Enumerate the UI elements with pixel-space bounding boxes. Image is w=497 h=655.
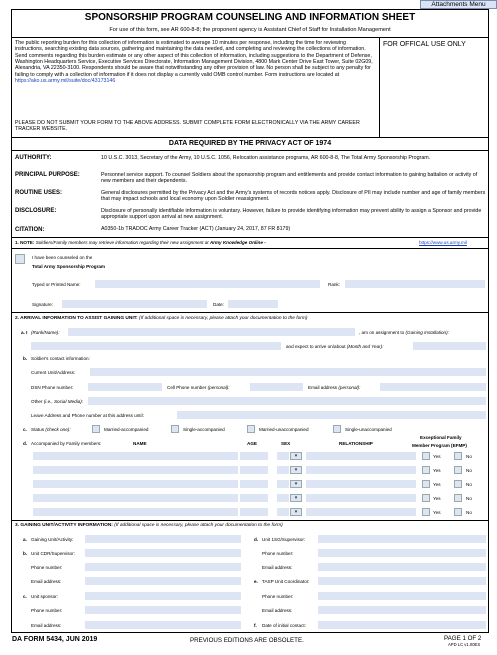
sex-dropdown-icon[interactable]: ▾ [290,452,302,460]
efmp-no-checkbox[interactable] [454,480,462,488]
cdr-input[interactable] [85,549,241,557]
gaining-unit-label: Gaining Unit/Activity: [31,537,74,542]
submit-notice: PLEASE DO NOT SUBMIT YOUR FORM TO THE ABOVE ADDRESS. SUBMIT COMPLETE FORM ELECTRONICALLY VIA THE ARMY CAREER TRACKER WEBSITE. [15,120,360,133]
assignment-label [359,330,449,335]
tasp-phone-label: Phone number: [262,594,294,599]
section3-heading [15,523,283,529]
status-label [31,427,71,432]
check-one-text: (check one): [45,427,71,432]
installation-text: (Gaining Installation): [405,330,449,335]
column-name: NAME [133,441,147,446]
yes-label: Yes [433,482,441,487]
burden-text: The public reporting burden for this collection of information is estimated to average 10 minutes per response, including the time for reviewing instructions, searching existing data sources, gathering and maintaining the data needed, and completing and reviewing the collections of information. Send comments regarding this burden estimate or any other aspect of this collection of information, including suggestions to the Department of Defense, Washington Headquarters Service, Executive Services Directorate, Information Management Division, 4800 Mark Center Drive East Tower, Suite 02G09, Alexandria, VA 22350-3100. Respondents should be aware that notwithstanding any other provision of law. No person shall be subject to any penalty for failing to comply with a collection of information if it does not display a currently valid OMB control number. Form instructions are located at [15,40,373,78]
email-personal-text: (personal): [338,385,361,390]
item-c-label: c. [23,427,27,432]
efmp-no-checkbox[interactable] [454,508,462,516]
tasp-email-label: Email address: [262,608,293,613]
item-b-label: b. [23,356,28,361]
family-age-input[interactable] [240,480,268,488]
rank-name-label: (Rank/Name): [31,330,60,335]
initial-contact-label: Date of initial contact: [262,623,306,628]
family-name-input[interactable] [33,466,238,474]
page-number: PAGE 1 OF 2 [444,635,482,642]
married-accompanied-checkbox[interactable] [92,425,100,433]
divider [11,312,489,313]
divider [11,520,489,521]
citation-text: A0350-1b TRADOC Army Career Tracker (ACT) (January 24, 2017, 87 FR 8179) [101,226,291,232]
status-option-label: Single-unaccompanied [345,427,392,432]
sponsor-input[interactable] [85,592,241,600]
signature-input[interactable] [62,300,207,308]
tasp-label: TASP Unit Coordinator: [262,579,310,584]
section1-note [15,240,266,245]
item-3f-label: f. [254,623,257,628]
dsn-input[interactable] [88,383,162,391]
note-site: Army Knowledge Online - [209,240,266,245]
cell-input[interactable] [250,383,303,391]
efmp-yes-checkbox[interactable] [422,508,430,516]
item-3e-label: e. [254,579,258,584]
column-efmp-line1: Exceptional Family [420,435,462,440]
apd-version: APD LC v1.00ES [448,642,481,647]
family-relationship-input[interactable] [306,452,416,460]
section3-title: 3. GAINING UNIT/ACTIVITY INFORMATION: [15,523,113,528]
cell-text: Cell Phone number [167,385,207,390]
sex-dropdown-icon[interactable]: ▾ [290,508,302,516]
no-label: No [466,496,472,501]
counseled-label: I have been counseled on the [32,255,93,260]
no-label: No [466,510,472,515]
other-text: Other [31,399,43,404]
no-label: No [466,468,472,473]
cell-personal-text: (personal): [207,385,230,390]
cell-label [167,385,230,390]
sponsor-phone-input[interactable] [85,606,241,614]
purpose-text: Personnel service support. To counsel Soldiers about the sponsorship program and entitlements and provide contact information to gaining battalion or activity of new members and their dependents. [101,172,478,185]
assignment-text: , am on assignment to [359,330,405,335]
efmp-yes-checkbox[interactable] [422,452,430,460]
rank-input[interactable] [345,280,485,288]
section2-title: 2. ARRIVAL INFORMATION TO ASSIST GAINING UNIT: [15,316,138,321]
cdr-email-input[interactable] [85,577,241,585]
typed-name-label: Typed or Printed Name: [32,282,81,287]
family-relationship-input[interactable] [306,466,416,474]
efmp-yes-checkbox[interactable] [422,494,430,502]
note-number: 1. NOTE: [15,240,35,245]
divider [11,237,489,238]
burden-statement [15,40,375,84]
current-unit-input[interactable] [90,368,486,376]
month-year-text: (Month and Year): [346,344,384,349]
privacy-act-title: DATA REQUIRED BY THE PRIVACY ACT OF 1974 [168,140,332,147]
family-age-input[interactable] [240,466,268,474]
column-relationship: RELATIONSHIP [339,441,373,446]
program-label: Total Army Sponsorship Program [32,264,105,269]
tasp-input[interactable] [318,577,486,585]
family-name-input[interactable] [33,508,238,516]
signature-label: Signature: [32,302,53,307]
status-option-label: Single-accompanied [183,427,225,432]
arrive-text: and expect to arrive on/about [286,344,346,349]
dsn-label: DSN Phone number: [31,385,74,390]
section2-heading [15,316,307,322]
sponsor-phone-label: Phone number: [31,608,63,613]
attachments-menu-button[interactable]: Attachments Menu [420,0,497,9]
divider [379,37,380,137]
arrival-date-input[interactable] [413,342,486,350]
email-label [308,385,360,390]
item-a-label: a. I [21,330,28,335]
sponsor-label: Unit sponsor: [31,594,59,599]
family-name-input[interactable] [33,452,238,460]
cdr-email-label: Email address: [31,579,62,584]
typed-name-input[interactable] [95,280,320,288]
no-label: No [466,482,472,487]
status-option-label: Married-unaccompanied [259,427,309,432]
family-sex-field[interactable] [277,466,289,474]
status-option-label: Married-accompanied [104,427,149,432]
column-sex: SEX [281,441,291,446]
authority-label: AUTHORITY: [15,155,52,161]
email-input[interactable] [380,383,486,391]
married-unaccompanied-checkbox[interactable] [247,425,255,433]
date-input[interactable] [228,300,278,308]
family-sex-field[interactable] [277,508,289,516]
cdr-label: Unit CDR/Supervisor: [31,551,75,556]
tasp-email-input[interactable] [318,606,486,614]
rank-label: Rank: [328,282,341,287]
leave-label: Leave Address and Phone number at this address until: [31,413,144,418]
social-text: (i.e., Social Media): [43,399,84,404]
sex-dropdown-icon[interactable]: ▾ [290,466,302,474]
efmp-no-checkbox[interactable] [454,466,462,474]
first-sgt-email-input[interactable] [318,563,486,571]
gaining-unit-input[interactable] [85,535,241,543]
divider [11,37,489,38]
previous-editions-notice: PREVIOUS EDITIONS ARE OBSOLETE. [190,637,304,644]
column-age: AGE [247,441,257,446]
yes-label: Yes [433,496,441,501]
purpose-label: PRINCIPAL PURPOSE: [15,172,80,178]
note-text: Soldiers/Family members may retrieve information regarding their new assignment at [35,240,209,245]
family-relationship-input[interactable] [306,480,416,488]
no-label: No [466,454,472,459]
item-3a-label: a. [23,537,27,542]
family-age-input[interactable] [240,452,268,460]
email-text: Email address [308,385,338,390]
cdr-phone-input[interactable] [85,563,241,571]
authority-text: 10 U.S.C. 3013, Secretary of the Army, 10 U.S.C. 1056, Relocation assistance programs, AR 600-8-8, The Total Army Sponsorship Program. [101,155,431,161]
divider [11,150,489,151]
counseled-checkbox[interactable] [15,254,25,264]
family-name-input[interactable] [33,494,238,502]
family-sex-field[interactable] [277,480,289,488]
citation-label: CITATION: [15,227,45,233]
yes-label: Yes [433,468,441,473]
status-text: Status [31,427,45,432]
form-number: DA FORM 5434, JUN 2019 [12,636,98,643]
efmp-yes-checkbox[interactable] [422,480,430,488]
item-d-label: d. [23,441,28,446]
tasp-phone-input[interactable] [318,592,486,600]
installation-input[interactable] [31,342,281,350]
sponsor-email-label: Email address: [31,623,62,628]
first-sgt-label: Unit 1SG/Supervisor: [262,537,306,542]
family-sex-field[interactable] [277,452,289,460]
yes-label: Yes [433,510,441,515]
sex-dropdown-icon[interactable]: ▾ [290,480,302,488]
item-3d-label: d. [254,537,259,542]
item-3c-label: c. [23,594,27,599]
form-subtitle: For use of this form, see AR 600-8-8; the proponent agency is Assistant Chief of Staff for Installation Management [109,27,391,33]
yes-label: Yes [433,454,441,459]
sex-dropdown-icon[interactable]: ▾ [290,494,302,502]
section2-note: (If additional space is necessary, please attach your documentation to the form) [139,316,308,321]
family-age-input[interactable] [240,494,268,502]
family-sex-field[interactable] [277,494,289,502]
leave-input[interactable] [177,411,486,419]
family-relationship-input[interactable] [306,508,416,516]
divider [11,248,489,249]
first-sgt-phone-label: Phone number: [262,551,294,556]
efmp-no-checkbox[interactable] [454,494,462,502]
routine-uses-text: General disclosures permitted by the Privacy Act and the Army's systems of records notices apply. Disclosure of PII may include number and age of family members that may impact schools and local economy upon Soldier reassignment. [101,190,486,203]
first-sgt-phone-input[interactable] [318,549,486,557]
single-unaccompanied-checkbox[interactable] [333,425,341,433]
routine-uses-label: ROUTINE USES: [15,190,63,196]
initial-contact-input[interactable] [318,621,486,629]
cdr-phone-label: Phone number: [31,565,63,570]
item-3b-label: b. [23,551,28,556]
instructions-link[interactable]: https://ako.us.army.mil/suite/doc/43173146 [15,78,116,85]
family-name-input[interactable] [33,480,238,488]
current-unit-label: Current Unit/Address: [31,370,76,375]
rank-name-input[interactable] [68,328,355,336]
section3-note: (If additional space is necessary, please attach your documentation to the form) [114,523,283,528]
arrive-label [286,344,383,349]
divider [11,137,489,138]
sponsor-email-input[interactable] [85,621,241,629]
efmp-no-checkbox[interactable] [454,452,462,460]
disclosure-text: Disclosure of personally identifiable information is voluntary. However, failure to provide identifying information may prevent ability to assign a Sponsor and provide appropriate support upon arrival at new assignment. [101,208,482,221]
family-relationship-input[interactable] [306,494,416,502]
official-use-label: FOR OFFICAL USE ONLY [383,41,466,48]
column-efmp-line2: Member Program (EFMP) [412,443,467,448]
date-label: Date: [213,302,224,307]
family-age-input[interactable] [240,508,268,516]
accompanied-label: Accompanied by Family members: [31,441,102,446]
first-sgt-email-label: Email address: [262,565,293,570]
efmp-yes-checkbox[interactable] [422,466,430,474]
other-input[interactable] [88,397,486,405]
single-accompanied-checkbox[interactable] [171,425,179,433]
first-sgt-input[interactable] [318,535,486,543]
other-label [31,399,83,404]
form-title: SPONSORSHIP PROGRAM COUNSELING AND INFORMATION SHEET [84,12,416,23]
army-link[interactable]: https://www.us.army.mil [419,240,467,245]
disclosure-label: DISCLOSURE: [15,208,57,214]
contact-info-label: Soldier's contact information: [31,356,90,361]
